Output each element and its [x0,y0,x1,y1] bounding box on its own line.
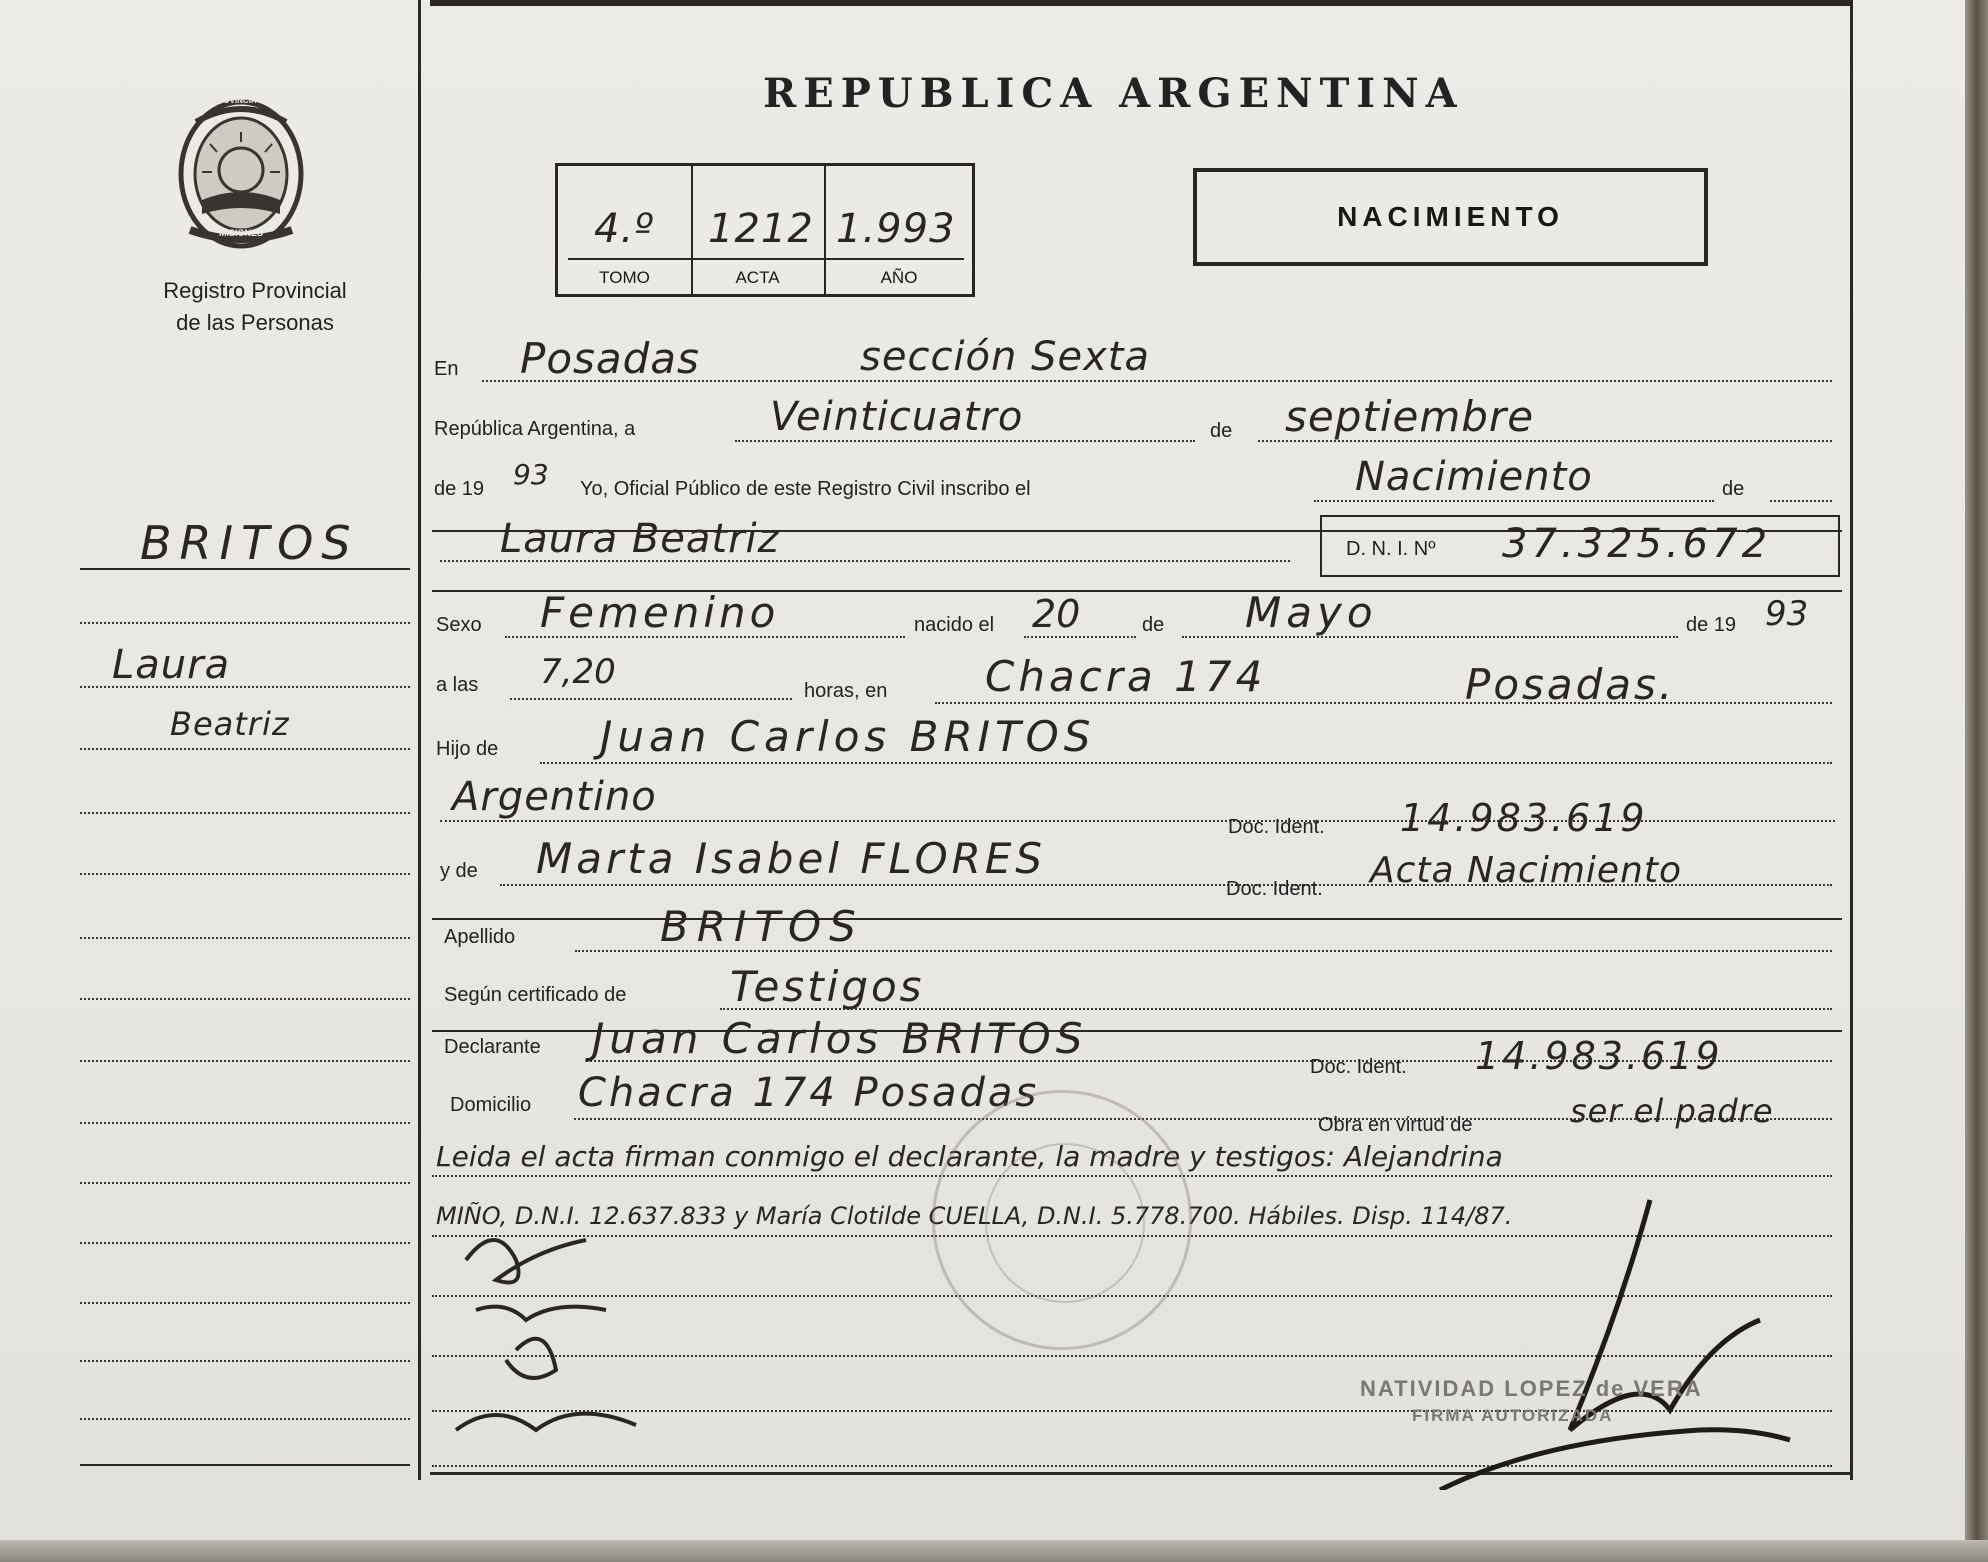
margin-line [80,937,410,939]
year-value: 93 [513,458,549,491]
father-value: Juan Carlos BRITOS [600,712,1096,761]
de-label2: de [1722,478,1745,500]
margin-line [80,568,410,570]
act-line [1314,500,1714,502]
place1: Chacra 174 [985,652,1267,701]
domicilio-label: Domicilio [450,1094,532,1116]
anio-value: 1.993 [836,206,956,252]
anio-label: AÑO [880,268,918,287]
horas-label: horas, en [804,680,888,702]
hijo-label: Hijo de [436,738,499,760]
apellido-label: Apellido [444,926,516,948]
note-line2: MIÑO, D.N.I. 12.637.833 y María Clotilde CUELLA, D.N.I. 5.778.700. Hábiles. Disp. 114/87. [436,1202,1513,1230]
frame-right [1850,0,1853,1480]
margin-line [80,1360,410,1362]
tomo-value: 4.º [594,206,655,252]
margin-line [80,748,410,750]
segun-value: Testigos [730,962,925,1011]
sexo-label: Sexo [436,614,482,636]
de19-label2: de 19 [1686,614,1737,636]
name-line [440,560,1290,562]
record-type-box [1193,168,1708,266]
apellido-value: BRITOS [660,902,864,951]
segun-label: Según certificado de [444,984,627,1006]
signature-officer-icon [1420,1190,1800,1490]
month-value: septiembre [1285,392,1535,441]
page-edge-bottom [0,1540,1988,1562]
page-title: REPUBLICA ARGENTINA [763,70,1464,117]
margin-line [80,1182,410,1184]
acta-value: 1212 [708,206,814,252]
margin-line [80,1302,410,1304]
republica-label: República Argentina, a [434,418,636,440]
officer-title: FIRMA AUTORIZADA [1412,1406,1614,1425]
margin-line [80,1060,410,1062]
margin-line [80,1418,410,1420]
doc-label-mother: Doc. Ident. [1226,878,1323,900]
domicilio-value: Chacra 174 Posadas [578,1070,1040,1116]
father-nationality: Argentino [452,774,657,820]
margin-line [80,622,410,624]
emblem-top-text: PROVINCIA DE [212,96,270,105]
de-line [1770,500,1832,502]
frame-left [418,0,421,1480]
section-divider [432,918,1842,920]
de-label: de [1210,420,1233,442]
tomo-label: TOMO [599,268,650,287]
hour-value: 7,20 [540,652,616,692]
place-line [935,702,1832,704]
page-edge-right [1965,0,1988,1562]
yo-label: Yo, Oficial Público de este Registro Civil inscribo el [580,478,1031,500]
birth-year: 93 [1765,594,1809,634]
margin-line [80,998,410,1000]
birth-day: 20 [1032,592,1081,636]
de19-label: de 19 [434,478,485,500]
declarante-value: Juan Carlos BRITOS [592,1014,1088,1063]
margin-name1: Laura [112,642,231,688]
acta-label: ACTA [735,268,780,287]
registry-name-line2: de las Personas [176,310,334,335]
father-line [540,762,1832,764]
hour-line [510,698,792,700]
margin-line [80,1464,410,1466]
official-seal-stamp [932,1090,1192,1350]
day-line [735,440,1195,442]
act-value: Nacimiento [1355,454,1593,500]
mother-value: Marta Isabel FLORES [536,834,1047,883]
de-label3: de [1142,614,1165,636]
alas-label: a las [436,674,479,696]
frame-top [430,0,1850,6]
seccion-value: sección Sexta [860,334,1150,380]
margin-surname: BRITOS [140,516,359,570]
emblem-bottom-text: MISIONES [218,228,263,238]
officer-name: NATIVIDAD LOPEZ de VERA [1360,1376,1703,1401]
margin-line [80,1122,410,1124]
declarante-label: Declarante [444,1036,541,1058]
margin-line [80,1242,410,1244]
sexo-value: Femenino [540,588,780,637]
declarante-doc: 14.983.619 [1475,1034,1723,1078]
signature-witnesses-icon [436,1220,676,1460]
record-number-box [555,163,975,297]
place2: Posadas. [1465,660,1676,709]
margin-name2: Beatriz [170,705,290,743]
obra-label: Obra en virtud de [1318,1114,1473,1136]
margin-line [80,812,410,814]
margin-line [80,686,410,688]
day-value: Veinticuatro [770,394,1024,440]
dni-label: D. N. I. Nº [1346,538,1436,560]
birth-month: Mayo [1245,588,1378,637]
mother-doc: Acta Nacimiento [1370,850,1682,891]
father-doc: 14.983.619 [1400,796,1648,840]
birth-day-line [1024,636,1136,638]
yde-label: y de [440,860,478,882]
margin-line [80,873,410,875]
dni-value: 37.325.672 [1502,521,1772,567]
nacido-label: nacido el [914,614,995,636]
note-line1: Leida el acta firman conmigo el declarante, la madre y testigos: Alejandrina [436,1140,1503,1173]
dni-box [1320,515,1840,577]
registry-name-line1: Registro Provincial [163,278,347,303]
en-value: Posadas [520,334,700,383]
obra-value: ser el padre [1570,1092,1774,1130]
record-type: NACIMIENTO [1337,201,1564,232]
doc-label-father: Doc. Ident. [1228,816,1325,838]
doc-label-declarante: Doc. Ident. [1310,1056,1407,1078]
child-name-value: Laura Beatriz [500,516,780,562]
en-label: En [434,358,459,380]
